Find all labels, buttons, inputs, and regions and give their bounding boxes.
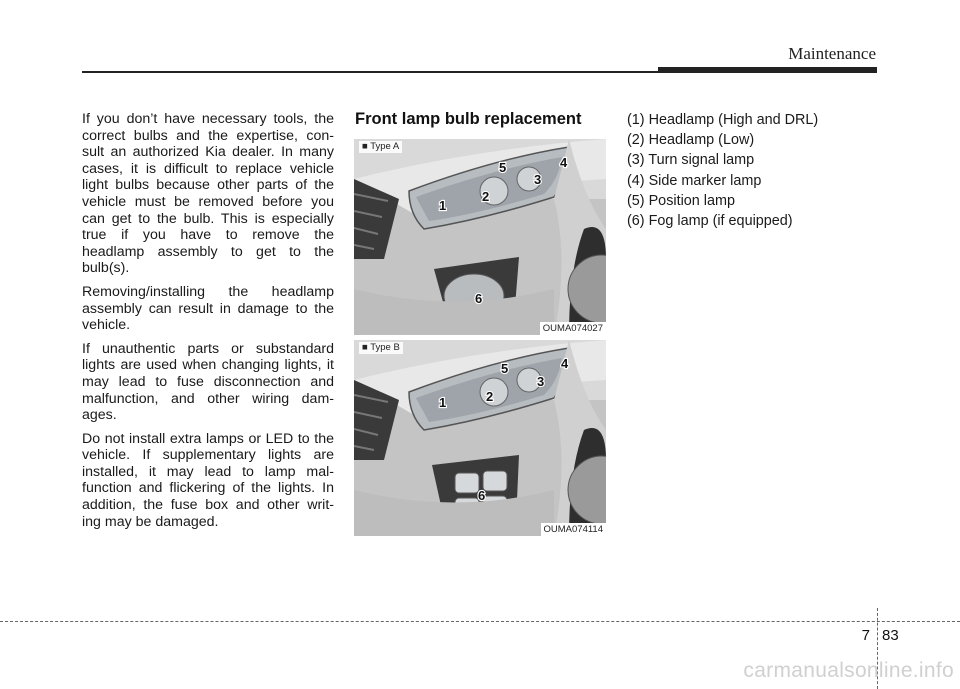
callout-3: 3 xyxy=(537,374,545,389)
section-number: 7 xyxy=(861,627,870,644)
legend-item-position: (5) Position lamp xyxy=(627,192,735,209)
figure-code-a: OUMA074027 xyxy=(540,322,606,335)
legend-item-side-marker: (4) Side marker lamp xyxy=(627,172,762,189)
callout-5: 5 xyxy=(501,361,509,376)
lamp-legend xyxy=(627,110,818,231)
left-column xyxy=(82,111,334,537)
paragraph-unauthentic: If unauthentic parts or substandard lights are used when changing lights, it may lead to fuse disconnection and malfunction, and other wiring dam- ages. xyxy=(82,340,334,424)
callout-4: 4 xyxy=(560,155,568,170)
type-a-label: ■ Type A xyxy=(359,141,402,153)
type-b-label: ■ Type B xyxy=(359,342,403,354)
section-title: Front lamp bulb replacement xyxy=(355,110,582,128)
callout-2: 2 xyxy=(486,389,494,404)
legend-item-turn-signal: (3) Turn signal lamp xyxy=(627,152,755,169)
callout-4: 4 xyxy=(561,356,569,371)
callout-5: 5 xyxy=(499,160,507,175)
figure-type-b xyxy=(354,340,606,536)
paragraph-removing: Removing/installing the headlamp assembly can result in damage to the vehicle. xyxy=(82,283,334,334)
callout-2: 2 xyxy=(482,189,490,204)
legend-item-headlamp-low: (2) Headlamp (Low) xyxy=(627,132,755,149)
header-rule-accent xyxy=(658,67,877,73)
figure-code-b: OUMA074114 xyxy=(541,523,607,536)
headlamp-illustration-b xyxy=(354,340,606,536)
legend-item-fog: (6) Fog lamp (if equipped) xyxy=(627,212,793,229)
callout-1: 1 xyxy=(439,198,447,213)
figure-type-a xyxy=(354,139,606,335)
page-number: 83 xyxy=(882,627,899,644)
callout-3: 3 xyxy=(534,172,542,187)
callout-1: 1 xyxy=(439,395,447,410)
watermark: carmanualsonline.info xyxy=(743,659,954,682)
paragraph-extra-lamps: Do not install extra lamps or LED to the vehicle. If supplementary lights are installed, it may lead to lamp mal- function and flickering of the lights. In addition, the fuse box and other writ- ing may be damaged. xyxy=(82,430,334,530)
paragraph-tools: If you don’t have necessary tools, the correct bulbs and the expertise, con- sult an authorized Kia dealer. In many cases, it is difficult to replace vehicle light bulbs because other parts of the vehicle must be removed before you can get to the bulb. This is especially true if you have to remove the headlamp assembly to get to the bulb(s). xyxy=(82,111,334,277)
callout-6: 6 xyxy=(478,488,486,503)
page-header-title: Maintenance xyxy=(788,44,876,63)
headlamp-illustration-a xyxy=(354,139,606,335)
callout-6: 6 xyxy=(475,291,483,306)
legend-item-headlamp-high: (1) Headlamp (High and DRL) xyxy=(627,112,819,128)
footer-rule xyxy=(0,621,960,622)
